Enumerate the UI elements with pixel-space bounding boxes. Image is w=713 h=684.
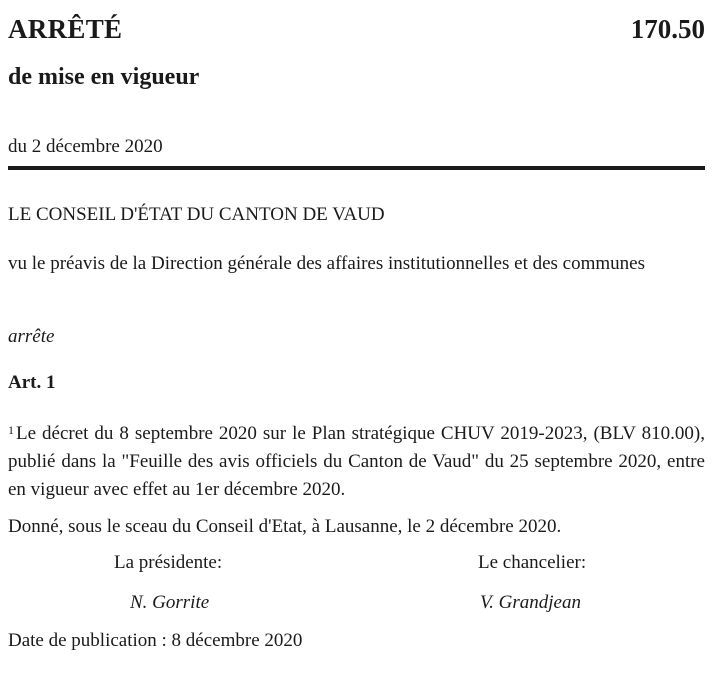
chancellor-title: Le chancelier: <box>478 552 587 573</box>
document-page <box>8 0 705 684</box>
paragraph-number: 1 <box>8 423 14 437</box>
chancellor-name: V. Grandjean <box>480 592 581 613</box>
article-heading: Art. 1 <box>8 372 56 393</box>
document-number: 170.50 <box>630 14 705 44</box>
document-title: ARRÊTÉ <box>8 14 123 44</box>
decision-verb: arrête <box>8 326 55 347</box>
header-divider <box>8 166 705 170</box>
president-title: La présidente: <box>114 552 223 573</box>
publication-date: Date de publication : 8 décembre 2020 <box>8 630 303 651</box>
article-paragraph-text: Le décret du 8 septembre 2020 sur le Plan stratégique CHUV 2019-2023, (BLV 810.00), publié dans la "Feuille des avis officiels du Canton de Vaud" du 25 septembre 2020, entre en vigueur avec effet au 1er décembre 2020. <box>8 423 705 500</box>
issuing-authority: LE CONSEIL D'ÉTAT DU CANTON DE VAUD <box>8 204 385 225</box>
preamble-text: vu le préavis de la Direction générale des affaires institutionnelles et des communes <box>8 253 645 274</box>
given-statement: Donné, sous le sceau du Conseil d'Etat, à Lausanne, le 2 décembre 2020. <box>8 516 562 537</box>
document-subtitle: de mise en vigueur <box>8 64 200 90</box>
title-row <box>8 14 705 48</box>
document-date: du 2 décembre 2020 <box>8 136 163 157</box>
president-name: N. Gorrite <box>130 592 210 613</box>
article-paragraph <box>8 416 705 504</box>
